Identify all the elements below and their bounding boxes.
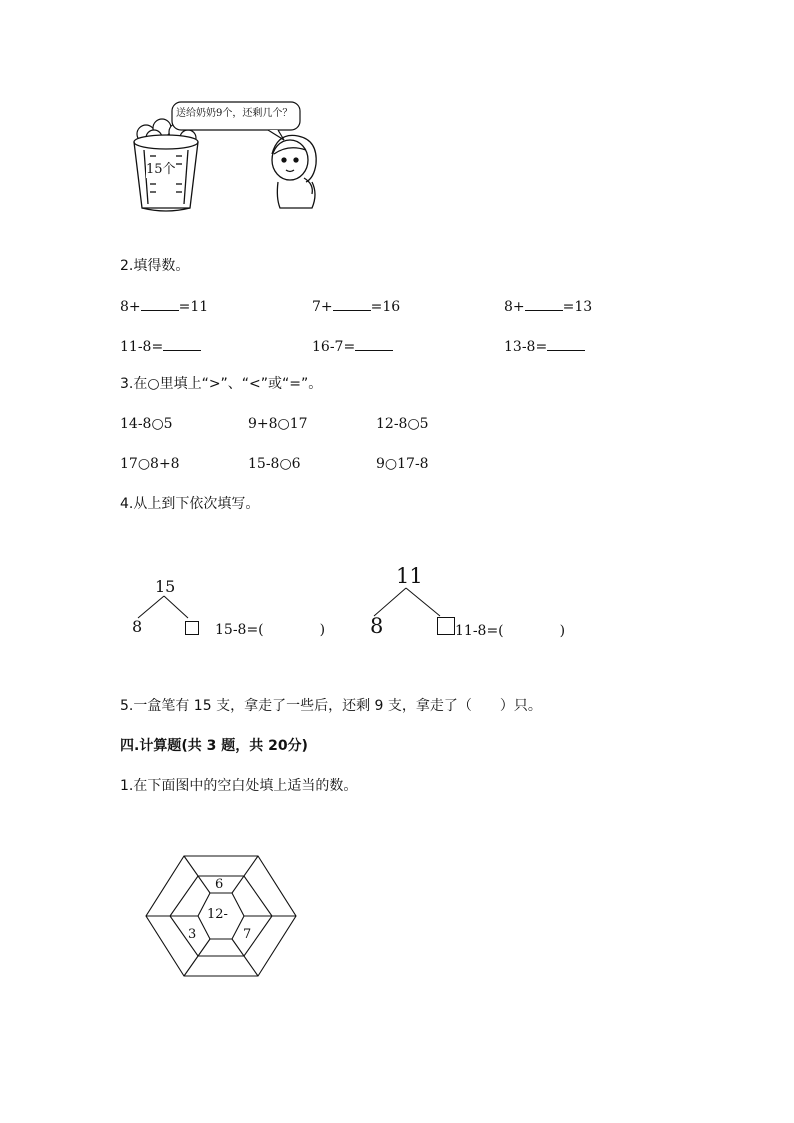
answer-blank[interactable]	[547, 336, 585, 351]
q3-r1-c2[interactable]: 9+8○17	[248, 416, 308, 432]
tree2-box[interactable]	[437, 617, 455, 635]
q3-r1-c3[interactable]: 12-8○5	[376, 416, 429, 432]
q2-r1-c3: 8+ =13	[504, 296, 592, 317]
tree2-left: 8	[370, 614, 384, 638]
tree2-top: 11	[396, 564, 423, 588]
q2-r2-c2: 16-7=	[312, 336, 393, 357]
q3-r2-c2[interactable]: 15-8○6	[248, 456, 301, 472]
q2-r1-c2: 7+ =16	[312, 296, 400, 317]
tree1-left: 8	[132, 617, 143, 636]
q3-r1-c1[interactable]: 14-8○5	[120, 416, 173, 432]
hex-bottom-right-value: 7	[243, 927, 252, 942]
hex-center-value: 12-	[207, 907, 228, 922]
q2-r1-c1: 8+ =11	[120, 296, 208, 317]
q3-title: 3.在○里填上“>”、“<”或“=”。	[120, 376, 323, 392]
girl-icon	[272, 135, 316, 208]
answer-blank[interactable]	[163, 336, 201, 351]
tree1-equation[interactable]: 15-8=( )	[215, 622, 326, 638]
tree1-top: 15	[155, 577, 176, 596]
answer-blank[interactable]	[355, 336, 393, 351]
answer-blank[interactable]	[333, 296, 371, 311]
q3-r2-c3[interactable]: 9○17-8	[376, 456, 429, 472]
q5-text: 5.一盒笔有 15 支，拿走了一些后，还剩 9 支，拿走了（ ）只。	[120, 698, 542, 714]
hex-bottom-left-value: 3	[188, 927, 197, 942]
calc1-title: 1.在下面图中的空白处填上适当的数。	[120, 778, 358, 794]
q3-r2-c1[interactable]: 17○8+8	[120, 456, 180, 472]
speech-text: 送给奶奶9个，还剩几个？	[176, 108, 293, 119]
answer-blank[interactable]	[141, 296, 179, 311]
q2-r2-c1: 11-8=	[120, 336, 201, 357]
tree1-box[interactable]	[185, 621, 199, 635]
basket-label: 15个	[146, 162, 176, 177]
answer-blank[interactable]	[525, 296, 563, 311]
hex-top-value: 6	[215, 877, 224, 892]
q2-r2-c3: 13-8=	[504, 336, 585, 357]
q2-title: 2.填得数。	[120, 258, 190, 274]
section4-title: 四.计算题(共 3 题，共 20分)	[120, 738, 308, 754]
q4-title: 4.从上到下依次填写。	[120, 496, 260, 512]
tree2-equation[interactable]: 11-8=( )	[455, 623, 566, 639]
